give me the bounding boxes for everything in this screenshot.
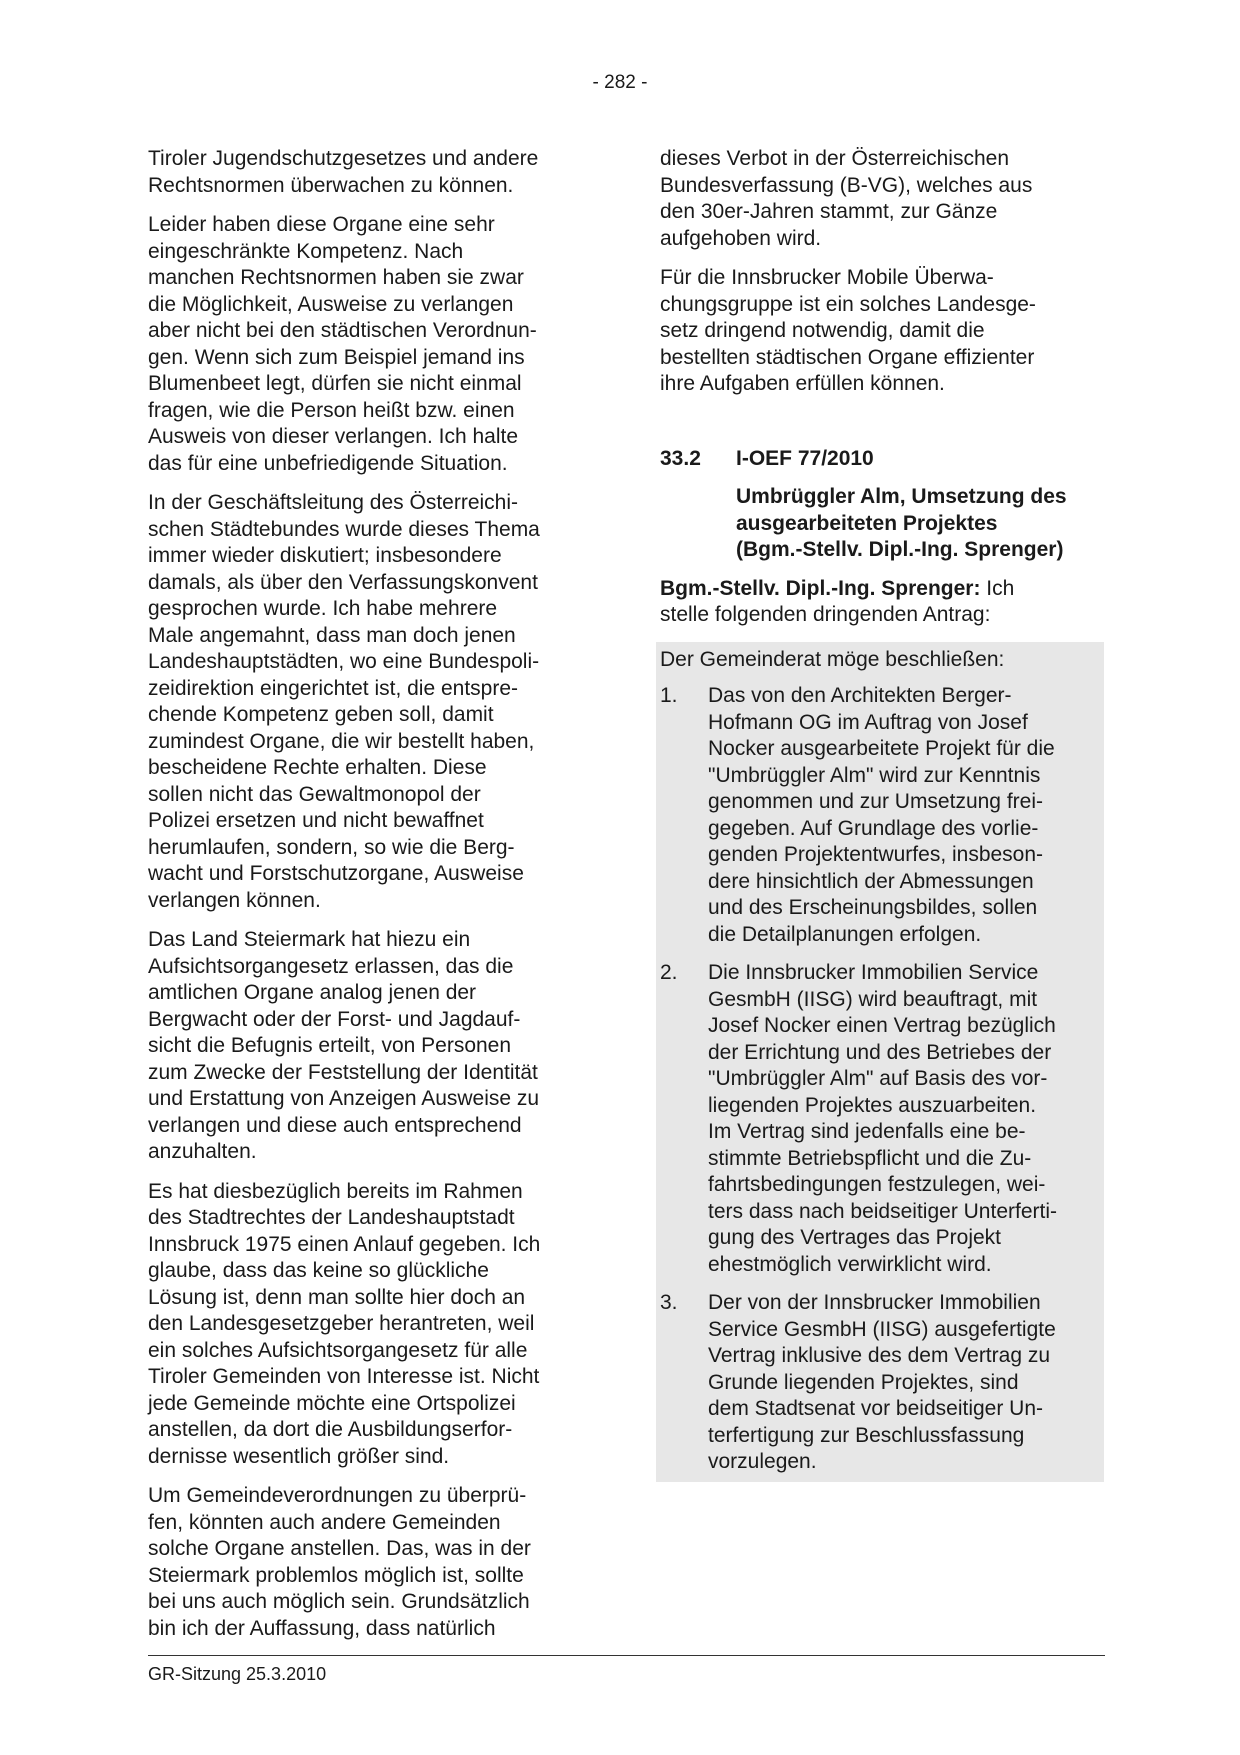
text-line: Die Innsbrucker Immobilien Service	[708, 961, 1039, 984]
text-line: anzuhalten.	[148, 1140, 257, 1163]
motion-box	[656, 642, 1104, 1482]
text-line: Für die Innsbrucker Mobile Überwa-	[660, 266, 994, 289]
section-title	[736, 484, 1100, 564]
text-line: Service GesmbH (IISG) ausgefertigte	[708, 1317, 1056, 1341]
motion-item-number: 3.	[660, 1291, 678, 1314]
text-line: sollen nicht das Gewaltmonopol der	[148, 782, 481, 806]
motion-item	[660, 960, 1100, 1278]
motion-item-number: 2.	[660, 961, 678, 984]
text-line: bescheidene Rechte erhalten. Diese	[148, 756, 487, 779]
body-paragraph	[148, 212, 588, 477]
section-title-line: (Bgm.-Stellv. Dipl.-Ing. Sprenger)	[736, 538, 1064, 561]
text-line: dere hinsichtlich der Abmessungen	[708, 869, 1034, 893]
text-line: ters dass nach beidseitiger Unterferti-	[708, 1199, 1057, 1223]
text-line: In der Geschäftsleitung des Österreichi-	[148, 491, 519, 514]
speaker-text-rest: stelle folgenden dringenden Antrag:	[660, 603, 991, 626]
body-paragraph	[148, 1179, 588, 1471]
body-paragraph	[148, 927, 588, 1166]
text-line: sicht die Befugnis erteilt, von Personen	[148, 1034, 512, 1057]
text-line: dem Stadtsenat vor beidseitiger Un-	[708, 1397, 1044, 1420]
text-line: Innsbruck 1975 einen Anlauf gegeben. Ich	[148, 1232, 541, 1256]
motion-item-text	[708, 1290, 1100, 1476]
text-line: den 30er-Jahren stammt, zur Gänze	[660, 200, 998, 223]
text-line: immer wieder diskutiert; insbesondere	[148, 544, 502, 567]
text-line: amtlichen Organe analog jenen der	[148, 981, 477, 1004]
footer-text: GR-Sitzung 25.3.2010	[148, 1664, 327, 1684]
text-line: stimmte Betriebspflicht und die Zu-	[708, 1146, 1032, 1170]
text-line: Male angemahnt, dass man doch jenen	[148, 623, 516, 647]
text-line: den Landesgesetzgeber herantreten, weil	[148, 1312, 535, 1335]
text-line: fragen, wie die Person heißt bzw. einen	[148, 398, 515, 422]
text-line: manchen Rechtsnormen haben sie zwar	[148, 266, 524, 289]
body-paragraph	[148, 1483, 588, 1642]
text-line: die Möglichkeit, Ausweise zu verlangen	[148, 292, 514, 316]
text-line: Bergwacht oder der Forst- und Jagdauf-	[148, 1007, 521, 1031]
text-line: aber nicht bei den städtischen Verordnun-	[148, 319, 537, 342]
section-title-line: Umbrüggler Alm, Umsetzung des	[736, 485, 1067, 508]
body-paragraph	[660, 146, 1100, 252]
text-line: Grunde liegenden Projektes, sind	[708, 1370, 1019, 1394]
speaker-paragraph	[660, 576, 1100, 629]
text-line: jede Gemeinde möchte eine Ortspolizei	[148, 1391, 516, 1415]
text-line: zum Zwecke der Feststellung der Identität	[148, 1060, 538, 1084]
text-line: verlangen können.	[148, 888, 321, 912]
text-line: terfertigung zur Beschlussfassung	[708, 1423, 1025, 1447]
text-line: Blumenbeet legt, dürfen sie nicht einmal	[148, 372, 522, 395]
text-line: dernisse wesentlich größer sind.	[148, 1444, 450, 1468]
text-line: Tiroler Gemeinden von Interesse ist. Nicht	[148, 1365, 540, 1388]
text-line: liegenden Projektes auszuarbeiten.	[708, 1093, 1037, 1117]
text-line: glaube, dass das keine so glückliche	[148, 1259, 489, 1282]
text-line: aufgehoben wird.	[660, 226, 822, 250]
text-line: das für eine unbefriedigende Situation.	[148, 451, 508, 475]
speaker-text-first: Ich	[980, 576, 1015, 600]
body-paragraph	[148, 490, 588, 914]
text-line: gen. Wenn sich zum Beispiel jemand ins	[148, 345, 525, 369]
section-title-line: ausgearbeiteten Projektes	[736, 511, 998, 535]
speaker-name: Bgm.-Stellv. Dipl.-Ing. Sprenger:	[660, 576, 981, 600]
text-line: anstellen, da dort die Ausbildungserfor-	[148, 1418, 513, 1441]
text-line: Steiermark problemlos möglich ist, sollte	[148, 1563, 524, 1587]
page-number: - 282 -	[592, 72, 648, 93]
section-heading	[660, 446, 1100, 473]
text-line: GesmbH (IISG) wird beauftragt, mit	[708, 987, 1038, 1011]
text-line: dieses Verbot in der Österreichischen	[660, 147, 1010, 170]
right-column	[660, 146, 1100, 1482]
text-line: Landeshauptstädten, wo eine Bundespoli-	[148, 650, 540, 673]
motion-item	[660, 683, 1100, 948]
text-line: verlangen und diese auch entsprechend	[148, 1113, 522, 1137]
text-line: Das von den Architekten Berger-	[708, 684, 1012, 707]
text-line: der Errichtung und des Betriebes der	[708, 1040, 1052, 1064]
text-line: vorzulegen.	[708, 1450, 817, 1473]
text-line: Tiroler Jugendschutzgesetzes und andere	[148, 147, 539, 170]
left-column	[148, 146, 588, 1655]
text-line: Rechtsnormen überwachen zu können.	[148, 173, 514, 197]
text-line: bestellten städtischen Organe effizienter	[660, 345, 1035, 369]
text-line: "Umbrüggler Alm" wird zur Kenntnis	[708, 763, 1041, 787]
motion-item	[660, 1290, 1100, 1476]
text-line: Es hat diesbezüglich bereits im Rahmen	[148, 1179, 523, 1203]
motion-item-text	[708, 960, 1100, 1278]
motion-intro: Der Gemeinderat möge beschließen:	[660, 647, 1005, 671]
text-line: chungsgruppe ist ein solches Landesge-	[660, 292, 1036, 316]
text-line: zeidirektion eingerichtet ist, die entspre-	[148, 676, 519, 700]
text-line: die Detailplanungen erfolgen.	[708, 922, 982, 946]
text-line: ihre Aufgaben erfüllen können.	[660, 372, 945, 395]
text-line: Aufsichtsorgangesetz erlassen, das die	[148, 954, 514, 978]
text-line: gesprochen wurde. Ich habe mehrere	[148, 597, 498, 620]
text-line: herumlaufen, sondern, so wie die Berg-	[148, 835, 515, 859]
text-line: setz dringend notwendig, damit die	[660, 319, 985, 342]
section-number: 33.2	[660, 446, 701, 470]
text-line: ein solches Aufsichtsorgangesetz für alle	[148, 1338, 528, 1362]
motion-item-text	[708, 683, 1100, 948]
text-line: Um Gemeindeverordnungen zu überprü-	[148, 1484, 527, 1507]
footer-divider	[148, 1655, 1105, 1656]
text-line: gegeben. Auf Grundlage des vorlie-	[708, 816, 1039, 840]
text-line: fen, könnten auch andere Gemeinden	[148, 1510, 501, 1534]
text-line: des Stadtrechtes der Landeshauptstadt	[148, 1206, 515, 1229]
text-line: genommen und zur Umsetzung frei-	[708, 790, 1043, 813]
text-line: "Umbrüggler Alm" auf Basis des vor-	[708, 1067, 1048, 1090]
text-line: und Erstattung von Anzeigen Ausweise zu	[148, 1087, 540, 1110]
text-line: ehestmöglich verwirklicht wird.	[708, 1252, 992, 1276]
text-line: damals, als über den Verfassungskonvent	[148, 570, 538, 594]
text-line: genden Projektentwurfes, insbeson-	[708, 843, 1044, 866]
text-line: schen Städtebundes wurde dieses Thema	[148, 517, 540, 541]
text-line: wacht und Forstschutzorgane, Ausweise	[148, 862, 524, 885]
body-paragraph	[148, 146, 588, 199]
text-line: eingeschränkte Kompetenz. Nach	[148, 239, 464, 263]
text-line: zumindest Organe, die wir bestellt haben,	[148, 729, 535, 753]
text-line: gung des Vertrages das Projekt	[708, 1226, 1002, 1249]
text-line: Vertrag inklusive des dem Vertrag zu	[708, 1344, 1051, 1367]
text-line: bin ich der Auffassung, dass natürlich	[148, 1616, 496, 1640]
text-line: Hofmann OG im Auftrag von Josef	[708, 710, 1028, 734]
text-line: chende Kompetenz geben soll, damit	[148, 703, 494, 726]
text-line: fahrtsbedingungen festzulegen, wei-	[708, 1173, 1046, 1196]
motion-item-number: 1.	[660, 684, 678, 707]
text-line: Josef Nocker einen Vertrag bezüglich	[708, 1014, 1056, 1037]
text-line: Bundesverfassung (B-VG), welches aus	[660, 173, 1033, 197]
text-line: Lösung ist, denn man sollte hier doch an	[148, 1285, 526, 1309]
text-line: Nocker ausgearbeitete Projekt für die	[708, 737, 1055, 760]
text-line: Ausweis von dieser verlangen. Ich halte	[148, 425, 519, 448]
text-line: Leider haben diese Organe eine sehr	[148, 213, 495, 236]
section-code: I-OEF 77/2010	[736, 446, 874, 470]
text-line: Das Land Steiermark hat hiezu ein	[148, 928, 471, 951]
text-line: solche Organe anstellen. Das, was in der	[148, 1537, 531, 1560]
text-line: bei uns auch möglich sein. Grundsätzlich	[148, 1590, 530, 1613]
text-line: Der von der Innsbrucker Immobilien	[708, 1291, 1041, 1314]
text-line: Polizei ersetzen und nicht bewaffnet	[148, 809, 484, 832]
text-line: und des Erscheinungsbildes, sollen	[708, 896, 1038, 919]
body-paragraph	[660, 265, 1100, 398]
text-line: Im Vertrag sind jedenfalls eine be-	[708, 1120, 1026, 1143]
